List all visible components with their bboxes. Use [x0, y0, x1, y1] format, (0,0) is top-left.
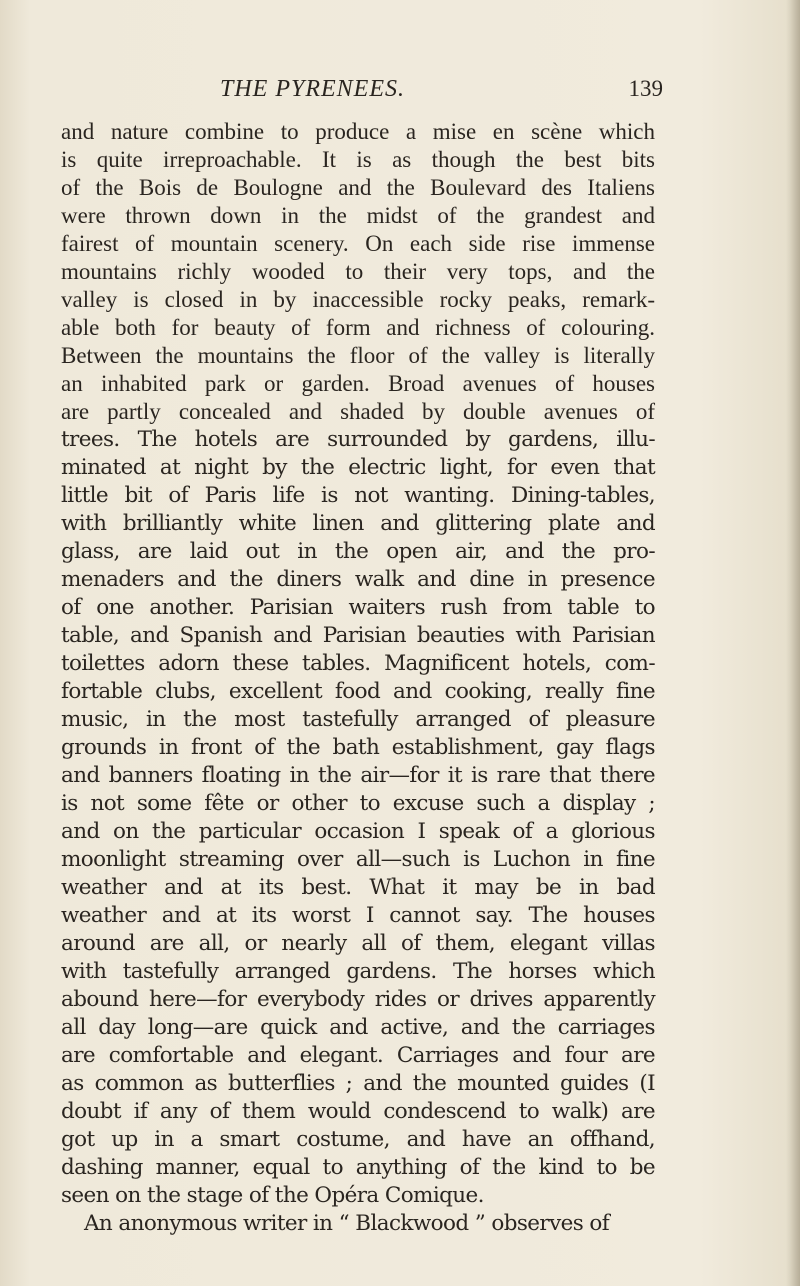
body-text [61, 118, 655, 1238]
text-line: and banners floating in the air—for it is rare that there [61, 763, 655, 788]
text-line: music, in the most tastefully arranged of pleasure [61, 707, 655, 732]
text-line: fairest of mountain scenery. On each side rise immense [61, 231, 655, 256]
page-edge-shadow [786, 0, 800, 1286]
text-line: moonlight streaming over all—such is Luchon in fine [61, 847, 655, 872]
text-line: of one another. Parisian waiters rush from table to [61, 595, 655, 620]
text-line: Between the mountains the floor of the valley is literally [61, 343, 655, 368]
text-line: mountains richly wooded to their very tops, and the [61, 259, 655, 284]
text-line: seen on the stage of the Opéra Comique. [61, 1183, 484, 1208]
text-line: weather and at its worst I cannot say. The houses [61, 903, 655, 928]
text-line: able both for beauty of form and richness of colouring. [61, 315, 655, 340]
text-line: of the Bois de Boulogne and the Boulevard des Italiens [61, 175, 655, 200]
text-line: dashing manner, equal to anything of the kind to be [61, 1155, 655, 1180]
text-line: and nature combine to produce a mise en scène which [61, 119, 655, 144]
text-line: minated at night by the electric light, for even that [61, 455, 655, 480]
text-line: doubt if any of them would condescend to walk) are [61, 1099, 655, 1124]
text-line: all day long—are quick and active, and the carriages [61, 1015, 655, 1040]
text-line: table, and Spanish and Parisian beauties with Parisian [61, 623, 655, 648]
page-header [60, 76, 663, 116]
text-line: and on the particular occasion I speak of a glorious [61, 819, 655, 844]
running-head: THE PYRENEES. [220, 76, 405, 102]
text-line: trees. The hotels are surrounded by gardens, illu- [61, 427, 655, 452]
text-line: little bit of Paris life is not wanting. Dining-tables, [61, 483, 655, 508]
text-line: as common as butterflies ; and the mounted guides (I [61, 1071, 655, 1096]
text-line: are partly concealed and shaded by double avenues of [61, 399, 655, 424]
text-line: around are all, or nearly all of them, elegant villas [61, 931, 655, 956]
text-line: fortable clubs, excellent food and cooking, really fine [61, 679, 655, 704]
text-line: grounds in front of the bath establishment, gay flags [61, 735, 655, 760]
text-line: is not some fête or other to excuse such a display ; [61, 791, 655, 816]
text-line: with tastefully arranged gardens. The horses which [61, 959, 655, 984]
text-line: are comfortable and elegant. Carriages and four are [61, 1043, 655, 1068]
text-line: abound here—for everybody rides or drives apparently [61, 987, 655, 1012]
text-line: an inhabited park or garden. Broad avenues of houses [61, 371, 655, 396]
text-line: weather and at its best. What it may be in bad [61, 875, 655, 900]
text-line: were thrown down in the midst of the grandest and [61, 203, 655, 228]
text-line: An anonymous writer in “ Blackwood ” observes of [84, 1211, 610, 1236]
text-line: is quite irreproachable. It is as though the best bits [61, 147, 655, 172]
text-line: menaders and the diners walk and dine in presence [61, 567, 655, 592]
text-line: valley is closed in by inaccessible rocky peaks, remark- [61, 287, 655, 312]
page-number: 139 [628, 76, 663, 101]
text-line: toilettes adorn these tables. Magnificent hotels, com- [61, 651, 655, 676]
text-line: with brilliantly white linen and glittering plate and [61, 511, 655, 536]
text-line: got up in a smart costume, and have an offhand, [61, 1127, 655, 1152]
text-line: glass, are laid out in the open air, and the pro- [61, 539, 655, 564]
